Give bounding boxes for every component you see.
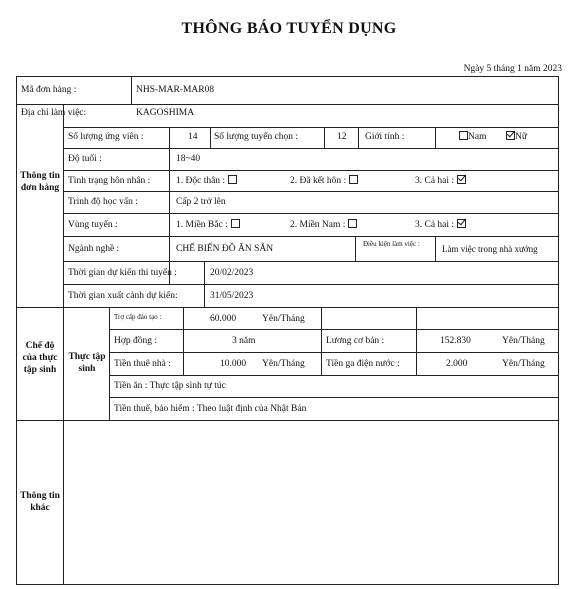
- applicants-label: Số lượng ứng viên :: [68, 132, 144, 142]
- row-divider: [63, 148, 559, 149]
- training-allowance-value: 60.000: [210, 314, 237, 324]
- utilities-unit: Yên/Tháng: [502, 359, 545, 369]
- education-label: Trình độ học vấn :: [68, 197, 138, 207]
- col-divider: [358, 127, 359, 149]
- row-divider: [16, 104, 559, 105]
- training-allowance-unit: Yên/Tháng: [262, 314, 305, 324]
- age-label: Độ tuổi :: [68, 154, 102, 164]
- region-option-2-checkbox[interactable]: [348, 219, 357, 228]
- marital-option-3-text: 3. Cả hai :: [415, 176, 455, 186]
- col-divider: [183, 307, 184, 375]
- marital-option-1[interactable]: [176, 175, 237, 187]
- col-divider: [435, 236, 436, 261]
- marital-option-3-checkbox[interactable]: [457, 175, 466, 184]
- base-salary-label: Lương cơ bản :: [326, 336, 385, 346]
- document-date: Ngày 5 tháng 1 năm 2023: [463, 64, 562, 74]
- row-divider: [109, 397, 559, 398]
- marital-option-3[interactable]: [415, 175, 466, 187]
- departure-date-label: Thời gian xuất cảnh dự kiến:: [68, 291, 178, 301]
- region-option-3[interactable]: [415, 219, 466, 231]
- exam-date-value: 20/02/2023: [210, 268, 254, 278]
- row-divider: [109, 329, 559, 330]
- region-option-1[interactable]: [176, 219, 240, 231]
- section-other-info: Thông tin khác: [20, 491, 60, 513]
- training-allowance-label: Trợ cấp đào tạo :: [114, 313, 162, 321]
- col-divider: [109, 307, 110, 420]
- order-code-value: NHS-MAR-MAR08: [136, 85, 215, 95]
- section-trainee: Thực tập sinh: [68, 352, 106, 374]
- marital-option-2[interactable]: [290, 175, 358, 187]
- industry-value: CHẾ BIẾN ĐỒ ĂN SẴN: [176, 244, 274, 254]
- tax-insurance-text: Tiền thuế, bảo hiểm : Theo luật định của Nhật Bản: [114, 404, 307, 414]
- region-option-2[interactable]: [290, 219, 357, 231]
- rent-label: Tiền thuê nhà :: [114, 359, 171, 369]
- gender-label: Giới tính :: [365, 132, 405, 142]
- rent-unit: Yên/Tháng: [262, 359, 305, 369]
- selected-value: 12: [337, 132, 347, 142]
- row-divider: [63, 261, 559, 262]
- row-divider: [16, 307, 559, 308]
- row-divider: [63, 191, 559, 192]
- col-divider: [131, 76, 132, 104]
- marital-option-2-checkbox[interactable]: [349, 175, 358, 184]
- work-location-value: KAGOSHIMA: [136, 108, 195, 118]
- work-condition-value: Làm việc trong nhà xưởng: [442, 244, 538, 254]
- gender-female-text: Nữ: [515, 132, 528, 142]
- base-salary-unit: Yên/Tháng: [502, 336, 545, 346]
- section-trainee-regime: Chế độ của thực tập sinh: [22, 341, 58, 375]
- gender-male-option[interactable]: [456, 131, 486, 143]
- region-option-3-checkbox[interactable]: [457, 219, 466, 228]
- region-option-1-text: 1. Miền Bắc :: [176, 220, 228, 230]
- marital-option-2-text: 2. Đã kết hôn :: [290, 176, 347, 186]
- base-salary-value: 152.830: [440, 336, 471, 346]
- food-cost-text: Tiền ăn : Thực tập sinh tự túc: [114, 381, 226, 391]
- gender-female-checkbox[interactable]: [506, 131, 515, 140]
- gender-female-option[interactable]: [503, 131, 527, 143]
- col-divider: [416, 307, 417, 375]
- col-divider: [169, 148, 170, 284]
- col-divider: [210, 127, 211, 149]
- education-value: Cấp 2 trở lên: [176, 197, 226, 207]
- col-divider: [435, 127, 436, 149]
- work-condition-label: Điều kiện làm việc :: [363, 240, 420, 248]
- work-location-label: Địa chỉ làm việc:: [21, 108, 87, 118]
- region-option-2-text: 2. Miền Nam :: [290, 220, 346, 230]
- rent-value: 10.000: [220, 359, 247, 369]
- utilities-value: 2.000: [446, 359, 468, 369]
- section-order-info: Thông tin đơn hàng: [20, 171, 60, 193]
- exam-date-label: Thời gian dự kiến thi tuyển :: [68, 268, 177, 278]
- col-divider: [355, 236, 356, 261]
- col-divider: [324, 127, 325, 149]
- marital-option-1-checkbox[interactable]: [228, 175, 237, 184]
- contract-label: Hợp đồng :: [114, 336, 158, 346]
- contract-value: 3 năm: [232, 336, 256, 346]
- row-divider: [109, 352, 559, 353]
- departure-date-value: 31/05/2023: [210, 291, 254, 301]
- col-divider: [169, 127, 170, 149]
- row-divider: [63, 127, 559, 128]
- col-divider: [321, 307, 322, 375]
- marital-option-1-text: 1. Độc thân :: [176, 176, 226, 186]
- document-title: THÔNG BÁO TUYỂN DỤNG: [181, 20, 397, 37]
- selected-label: Số lượng tuyển chọn :: [214, 132, 299, 142]
- order-code-label: Mã đơn hàng :: [21, 85, 77, 95]
- age-value: 18~40: [176, 154, 201, 164]
- applicants-value: 14: [188, 132, 198, 142]
- region-option-3-text: 3. Cả hai :: [415, 220, 455, 230]
- row-divider: [109, 375, 559, 376]
- industry-label: Ngành nghề :: [68, 244, 120, 254]
- row-divider: [63, 213, 559, 214]
- region-label: Vùng tuyển :: [68, 220, 118, 230]
- gender-male-text: Nam: [468, 132, 487, 142]
- row-divider: [63, 170, 559, 171]
- gender-male-checkbox[interactable]: [459, 131, 468, 140]
- row-divider: [63, 284, 559, 285]
- marital-label: Tình trạng hôn nhân :: [68, 176, 151, 186]
- other-info-area[interactable]: [64, 421, 558, 584]
- utilities-label: Tiền ga điện nước :: [326, 359, 400, 369]
- region-option-1-checkbox[interactable]: [231, 219, 240, 228]
- col-divider: [204, 261, 205, 307]
- row-divider: [63, 236, 559, 237]
